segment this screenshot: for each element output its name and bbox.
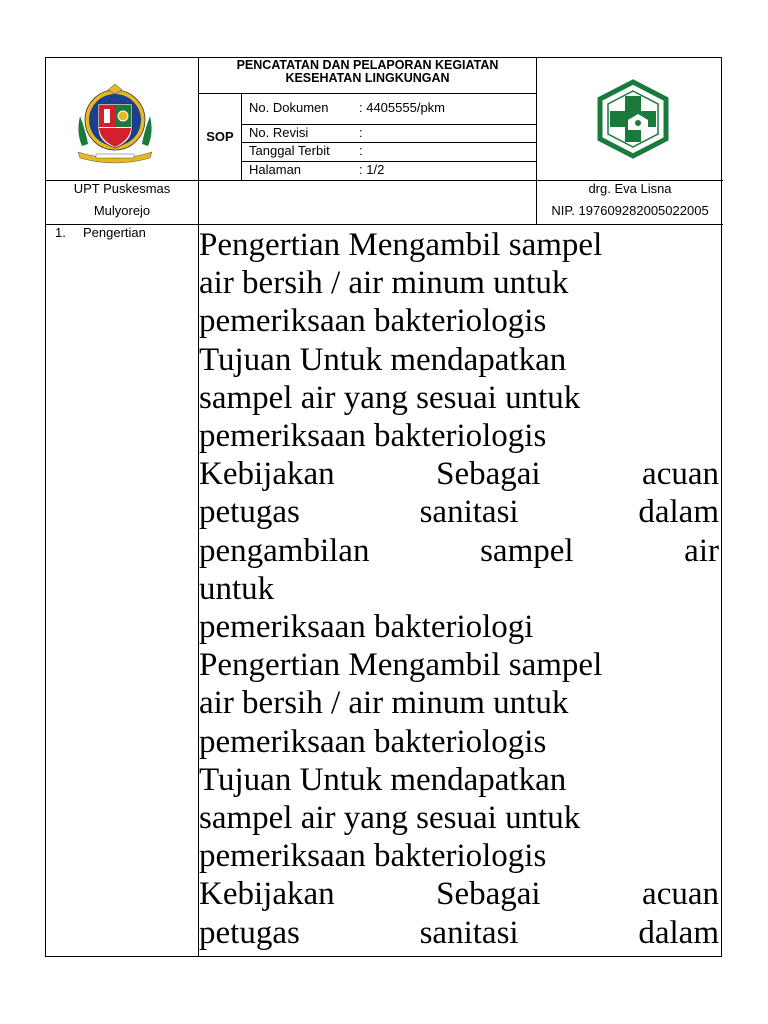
- org-name-line2: Mulyorejo: [93, 203, 151, 218]
- document-title-line1: PENCATATAN DAN PELAPORAN KEGIATAN: [236, 58, 499, 72]
- body-line: sampel air yang sesuai untuk: [199, 800, 581, 837]
- body-line: Kebijakan Sebagai acuan: [199, 456, 719, 493]
- document-title: [199, 58, 536, 85]
- body-line: air bersih / air minum untuk: [199, 265, 569, 302]
- body-line: Kebijakan Sebagai acuan: [199, 876, 719, 913]
- section-label: Pengertian: [83, 225, 146, 240]
- row-value-revisi: :: [359, 125, 363, 140]
- row-value-halaman: : 1/2: [359, 162, 385, 177]
- body-line: air bersih / air minum untuk: [199, 685, 569, 722]
- row-label-dokumen: No. Dokumen: [249, 100, 329, 115]
- signer-nip: NIP. 197609282005022005: [551, 203, 709, 218]
- body-divider: [46, 224, 723, 225]
- body-line: petugas sanitasi dalam: [199, 914, 719, 951]
- body-line: Tujuan Untuk mendapatkan: [199, 761, 567, 798]
- body-line: untuk: [199, 570, 275, 607]
- row-value-dokumen: : 4405555/pkm: [359, 100, 446, 115]
- procedure-body-text: [199, 226, 719, 956]
- sop-divider: [241, 94, 242, 180]
- row-value-tanggal: :: [359, 143, 363, 158]
- regional-crest-logo: [68, 82, 162, 166]
- row-label-halaman: Halaman: [249, 162, 302, 177]
- body-line: pengambilan sampel air: [199, 532, 719, 569]
- org-name-line1: UPT Puskesmas: [73, 181, 171, 196]
- row-label-tanggal: Tanggal Terbit: [249, 143, 330, 158]
- body-line: petugas sanitasi dalam: [199, 494, 719, 531]
- body-line: Pengertian Mengambil sampel: [199, 227, 603, 263]
- body-line: sampel air yang sesuai untuk: [199, 379, 581, 416]
- body-line: pemeriksaan bakteriologi: [199, 609, 534, 646]
- column-divider-right: [536, 58, 537, 225]
- body-line: Pengertian Mengambil sampel: [199, 647, 603, 684]
- body-line: pemeriksaan bakteriologis: [199, 838, 547, 875]
- puskesmas-logo: [592, 78, 674, 160]
- sop-document: [45, 57, 722, 957]
- sop-label: SOP: [206, 129, 234, 144]
- body-line: Tujuan Untuk mendapatkan: [199, 341, 567, 378]
- signer-name: drg. Eva Lisna: [588, 181, 672, 196]
- section-number: 1.: [55, 225, 66, 240]
- body-line: pemeriksaan bakteriologis: [199, 303, 547, 340]
- row-label-revisi: No. Revisi: [249, 125, 309, 140]
- body-line: pemeriksaan bakteriologis: [199, 418, 547, 455]
- document-title-line2: KESEHATAN LINGKUNGAN: [285, 71, 450, 85]
- body-line: pemeriksaan bakteriologis: [199, 723, 547, 760]
- title-underline: [199, 93, 536, 94]
